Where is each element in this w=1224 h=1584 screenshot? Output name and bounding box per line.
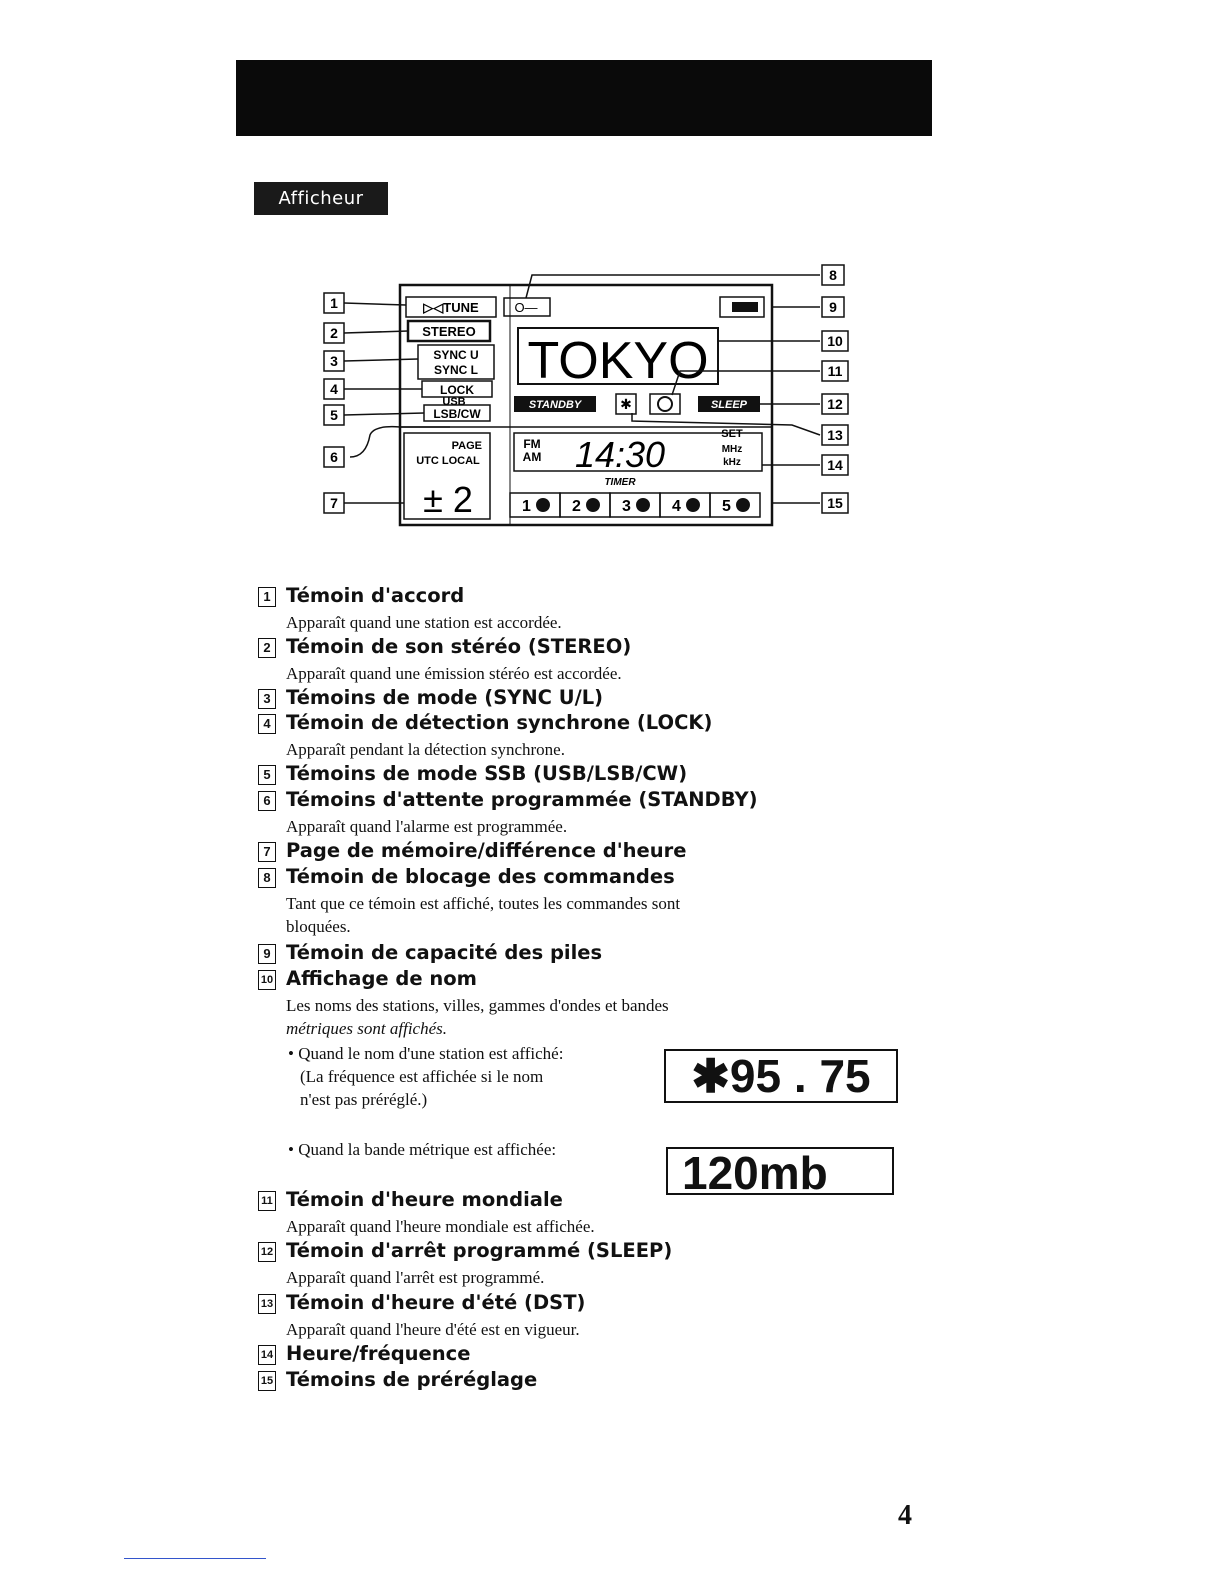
item-title: Affichage de nom (286, 967, 477, 990)
item-title: Témoins de préréglage (286, 1368, 538, 1391)
callout-13: 13 (827, 427, 843, 443)
khz-indicator: kHz (723, 457, 741, 468)
callout-6: 6 (330, 449, 338, 465)
item-number: 9 (258, 944, 276, 964)
callout-5: 5 (330, 407, 338, 423)
stereo-indicator: STEREO (422, 324, 476, 339)
item-title: Témoin de détection synchrone (LOCK) (286, 711, 713, 734)
preset-row (510, 493, 760, 517)
lcd-diagram-svg (300, 255, 880, 545)
item-title: Témoin de blocage des commandes (286, 865, 675, 888)
preset-3: 3 (622, 498, 631, 515)
callout-3: 3 (330, 353, 338, 369)
mhz-indicator: MHz (721, 444, 743, 455)
item-desc: Les noms des stations, villes, gammes d'ondes et bandes (286, 996, 669, 1015)
callout-11: 11 (827, 363, 843, 379)
svg-text:✱: ✱ (620, 396, 632, 412)
item-number: 13 (258, 1294, 276, 1314)
lsb-cw-indicator: LSB/CW (433, 407, 481, 421)
bullet-meter-band: • Quand la bande métrique est affichée: (288, 1140, 557, 1159)
item-number: 14 (258, 1345, 276, 1365)
item-desc: Tant que ce témoin est affiché, toutes les commandes sont (286, 894, 681, 913)
lock-indicator: LOCK (440, 383, 474, 397)
item-title: Témoin de son stéréo (STEREO) (286, 635, 632, 658)
preset-5: 5 (722, 498, 731, 515)
callout-7: 7 (330, 495, 338, 511)
tune-indicator: ▷◁TUNE (423, 300, 479, 315)
preset-1: 1 (522, 498, 531, 515)
page-indicator: PAGE (451, 440, 482, 452)
lcd-diagram (300, 255, 880, 545)
callout-15: 15 (827, 495, 843, 511)
item-title: Témoins de mode (SYNC U/L) (286, 686, 604, 709)
utc-local-indicator: UTC LOCAL (416, 455, 480, 467)
callout-10: 10 (827, 333, 843, 349)
item-number: 12 (258, 1242, 276, 1262)
standby-indicator: STANDBY (528, 399, 582, 411)
item-desc-2: métriques sont affichés. (286, 1019, 448, 1038)
bullet-station-note-2: n'est pas préréglé.) (300, 1090, 428, 1109)
sync-l-indicator: SYNC L (433, 363, 479, 377)
bullet-station-note: (La fréquence est affichée si le nom (300, 1067, 544, 1086)
preset-4: 4 (672, 498, 681, 515)
callout-1: 1 (330, 295, 338, 311)
item-desc: Apparaît pendant la détection synchrone. (286, 740, 565, 759)
item-desc: Apparaît quand une station est accordée. (286, 613, 562, 632)
section-label: Afficheur (254, 182, 388, 215)
header-bar (236, 60, 932, 136)
footer-rule (124, 1558, 266, 1559)
item-number: 1 (258, 587, 276, 607)
sync-u-indicator: SYNC U (433, 348, 479, 362)
item-number: 15 (258, 1371, 276, 1391)
time-readout: 14:30 (574, 434, 666, 475)
item-desc: Apparaît quand l'heure mondiale est affichée. (286, 1217, 595, 1236)
svg-text:O—: O— (514, 300, 538, 315)
item-desc: Apparaît quand l'heure d'été est en vigueur. (286, 1320, 580, 1339)
meter-band-example: 120mb (666, 1147, 894, 1195)
item-desc: Apparaît quand l'arrêt est programmé. (286, 1268, 545, 1287)
usb-indicator: USB (442, 396, 466, 408)
am-indicator: AM (522, 450, 542, 464)
item-title: Témoins de mode SSB (USB/LSB/CW) (286, 762, 688, 785)
callout-8: 8 (829, 267, 837, 283)
item-number: 3 (258, 689, 276, 709)
item-desc: Apparaît quand l'alarme est programmée. (286, 817, 568, 836)
item-number: 10 (258, 970, 276, 990)
preset-2: 2 (572, 498, 581, 515)
item-desc-2: bloquées. (286, 917, 351, 936)
item-number: 5 (258, 765, 276, 785)
timer-indicator: TIMER (604, 477, 636, 488)
item-number: 4 (258, 714, 276, 734)
frequency-example: ✱95 . 75 (664, 1049, 898, 1103)
item-title: Témoin d'heure d'été (DST) (286, 1291, 586, 1314)
fm-indicator: FM (523, 437, 541, 451)
sleep-indicator: SLEEP (710, 399, 748, 411)
item-title: Témoins d'attente programmée (STANDBY) (286, 788, 758, 811)
callout-2: 2 (330, 325, 338, 341)
item-title: Page de mémoire/différence d'heure (286, 839, 687, 862)
item-title: Heure/fréquence (286, 1342, 471, 1365)
item-title: Témoin d'accord (286, 584, 465, 607)
item-number: 2 (258, 638, 276, 658)
item-number: 8 (258, 868, 276, 888)
page-number: 4 (898, 1500, 912, 1531)
callout-12: 12 (827, 396, 843, 412)
bullet-station-name: • Quand le nom d'une station est affiché: (288, 1044, 564, 1063)
item-number: 7 (258, 842, 276, 862)
callout-9: 9 (829, 299, 837, 315)
item-number: 6 (258, 791, 276, 811)
callout-14: 14 (827, 457, 843, 473)
item-title: Témoin de capacité des piles (286, 941, 603, 964)
item-title: Témoin d'arrêt programmé (SLEEP) (286, 1239, 673, 1262)
callout-4: 4 (330, 381, 338, 397)
item-title: Témoin d'heure mondiale (286, 1188, 563, 1211)
page-value: ± 2 (423, 479, 473, 520)
city-name: TOKYO (527, 332, 709, 390)
item-desc: Apparaît quand une émission stéréo est accordée. (286, 664, 622, 683)
set-indicator: SET (721, 428, 743, 440)
item-number: 11 (258, 1191, 276, 1211)
